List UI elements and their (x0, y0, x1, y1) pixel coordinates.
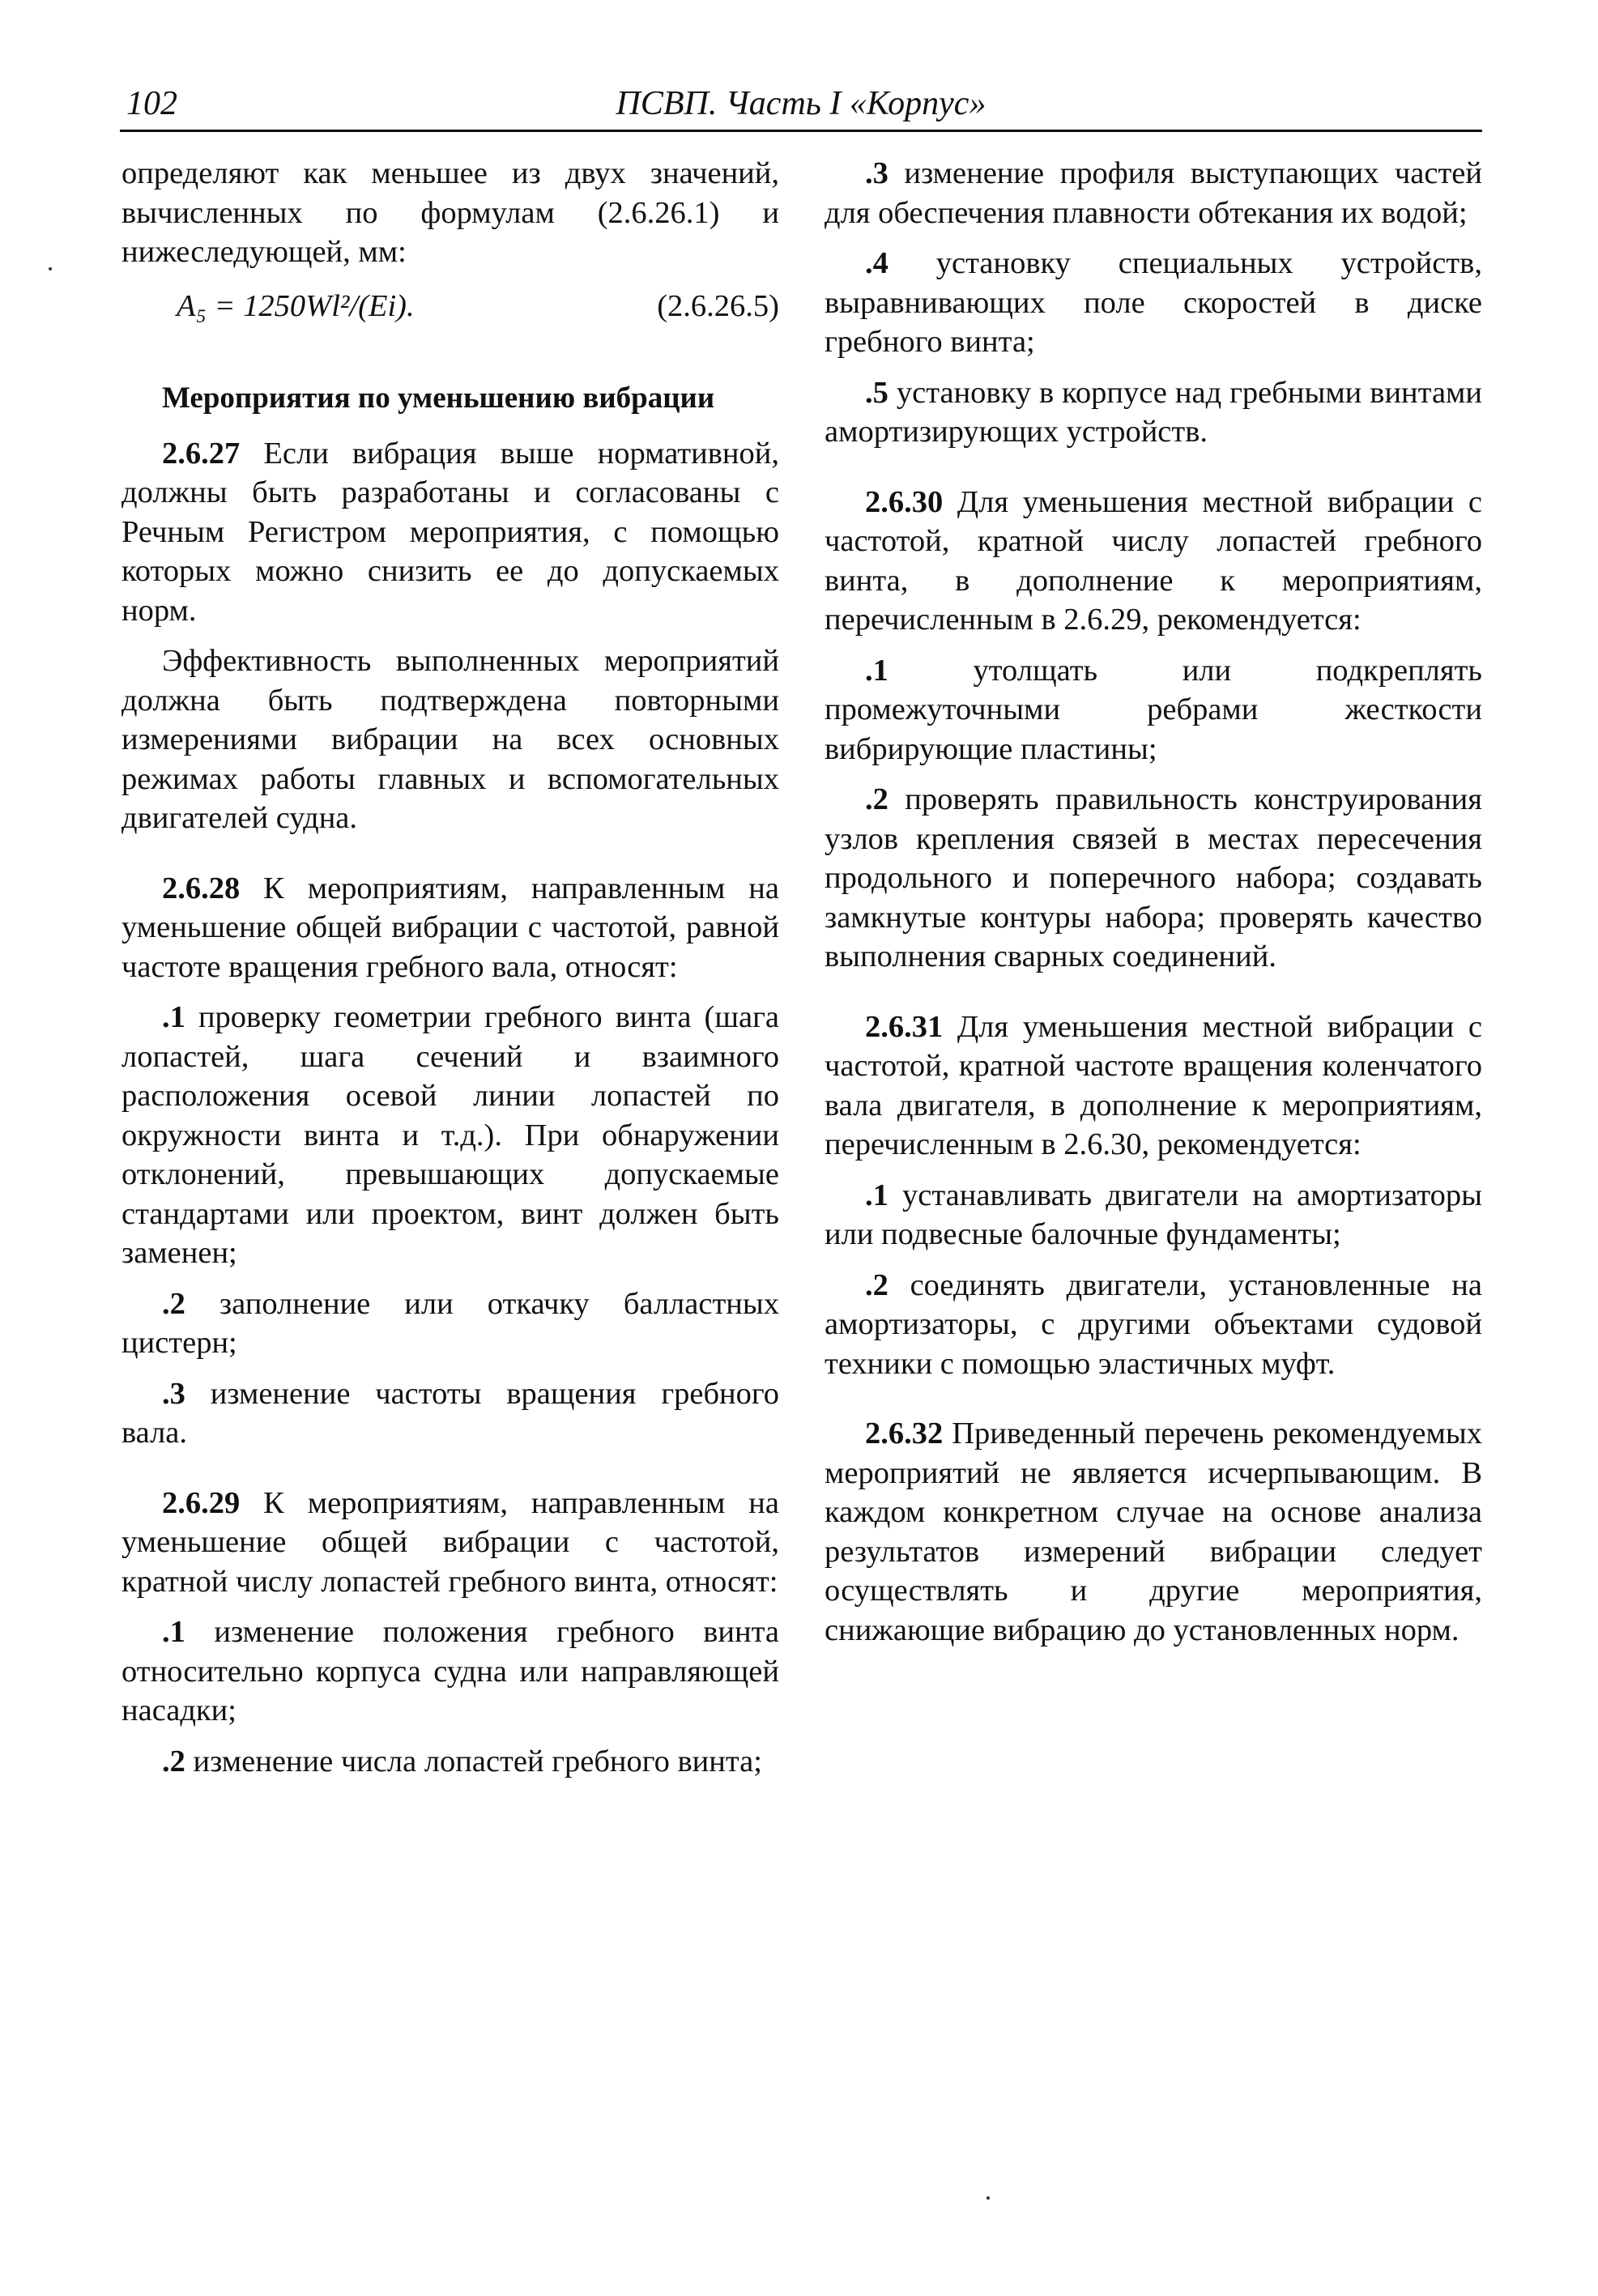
item-number: .4 (865, 246, 888, 280)
intro-paragraph: определяют как меньшее из двух значений, вычисленных по формулам (2.6.26.1) и нижеследующей, мм: (121, 156, 779, 269)
scan-speck (986, 2196, 990, 2200)
paragraph-2-6-29 (121, 1484, 779, 1602)
item-number: .3 (162, 1376, 185, 1411)
item-number: .1 (865, 1178, 888, 1212)
item-text: установку в корпусе над гребными винтами амортизирующих устройств. (825, 375, 1482, 449)
item-text: соединять двигатели, установленные на амортизаторы, с другими объектами судовой техники с помощью эластичных муфт. (825, 1267, 1482, 1381)
clause-number: 2.6.31 (865, 1009, 944, 1044)
list-item-2-6-29-4 (825, 244, 1482, 362)
left-column (121, 154, 779, 1792)
list-item-2-6-31-1 (825, 1176, 1482, 1254)
item-number: .2 (162, 1286, 185, 1321)
list-item-2-6-30-2 (825, 780, 1482, 977)
list-item-2-6-31-2 (825, 1266, 1482, 1384)
clause-number: 2.6.29 (162, 1485, 241, 1520)
item-number: .5 (865, 375, 888, 410)
list-item-2-6-29-5 (825, 373, 1482, 452)
formula-expression: A₅ = 1250Wl²/(Ei). (177, 288, 415, 323)
paragraph-2-6-27 (121, 434, 779, 631)
paragraph-2-6-31 (825, 1007, 1482, 1165)
item-text: утолщать или подкреплять промежуточными ребрами жесткости вибрирующие пластины; (825, 653, 1482, 766)
clause-number: 2.6.30 (865, 484, 944, 519)
clause-number: 2.6.32 (865, 1416, 944, 1450)
clause-number: 2.6.28 (162, 871, 241, 905)
formula-2-6-26-5 (121, 283, 779, 330)
item-number: .1 (865, 653, 888, 688)
paragraph-2-6-32 (825, 1414, 1482, 1650)
list-item-2-6-30-1 (825, 651, 1482, 769)
clause-text: К мероприятиям, направленным на уменьшение общей вибрации с частотой, равной частоте вращения гребного вала, относят: (121, 871, 779, 984)
item-text: изменение частоты вращения гребного вала. (121, 1376, 779, 1450)
scan-speck (49, 267, 52, 270)
page-number: 102 (126, 85, 177, 122)
item-number: .2 (865, 782, 888, 816)
paragraph-2-6-30 (825, 483, 1482, 640)
paragraph-2-6-28 (121, 869, 779, 987)
item-number: .2 (162, 1744, 185, 1778)
formula-number: (2.6.26.5) (657, 288, 779, 323)
list-item-2-6-29-3 (825, 154, 1482, 232)
item-number: .1 (162, 1000, 185, 1034)
item-text: изменение числа лопастей гребного винта; (185, 1744, 762, 1778)
clause-text: Приведенный перечень рекомендуемых мероприятий не является исчерпывающим. В каждом конкретном случае на основе анализа результатов измерений вибрации следует осуществлять и другие мероприятия, снижающие вибрацию до установленных норм. (825, 1416, 1482, 1647)
item-text: заполнение или откачку балластных цистерн; (121, 1286, 779, 1360)
item-number: .1 (162, 1615, 185, 1649)
page-header (120, 79, 1482, 132)
item-text: проверку геометрии гребного винта (шага лопастей, шага сечений и взаимного расположения осевой линии лопастей по окружности винта и т.д.). При обнаружении отклонений, превышающих допускаемые стандартами или проектом, винт должен быть заменен; (121, 1000, 779, 1270)
item-text: изменение профиля выступающих частей для обеспечения плавности обтекания их водой; (825, 156, 1482, 230)
clause-text: Если вибрация выше нормативной, должны быть разработаны и согласованы с Речным Регистром мероприятия, с помощью которых можно снизить ее до допускаемых норм. (121, 436, 779, 628)
item-number: .2 (865, 1267, 888, 1302)
list-item-2-6-28-1 (121, 998, 779, 1273)
clause-number: 2.6.27 (162, 436, 241, 471)
paragraph-effectiveness: Эффективность выполненных мероприятий должна быть подтверждена повторными измерениями вибрации на всех основных режимах работы главных и вспомогательных двигателей судна. (121, 644, 779, 835)
list-item-2-6-29-2 (121, 1742, 779, 1782)
list-item-2-6-29-1 (121, 1612, 779, 1731)
list-item-2-6-28-3 (121, 1374, 779, 1453)
item-text: устанавливать двигатели на амортизаторы или подвесные балочные фундаменты; (825, 1178, 1482, 1251)
clause-text: Для уменьшения местной вибрации с частотой, кратной частоте вращения коленчатого вала двигателя, в дополнение к мероприятиям, перечисленным в 2.6.30, рекомендуется: (825, 1009, 1482, 1161)
item-text: проверять правильность конструирования узлов крепления связей в местах пересечения продольного и поперечного набора; создавать замкнутые контуры набора; проверять качество выполнения сварных соединений. (825, 782, 1482, 973)
section-title: Мероприятия по уменьшению вибрации (162, 381, 715, 415)
list-item-2-6-28-2 (121, 1284, 779, 1363)
running-title: ПСВП. Часть I «Корпус» (616, 85, 986, 122)
item-text: установку специальных устройств, выравнивающих поле скоростей в диске гребного винта; (825, 246, 1482, 359)
right-column (825, 154, 1482, 1661)
item-number: .3 (865, 156, 888, 190)
clause-text: К мероприятиям, направленным на уменьшение общей вибрации с частотой, кратной числу лопастей гребного винта, относят: (121, 1485, 779, 1599)
item-text: изменение положения гребного винта относительно корпуса судна или направляющей насадки; (121, 1615, 779, 1727)
clause-text: Для уменьшения местной вибрации с частотой, кратной числу лопастей гребного винта, в дополнение к мероприятиям, перечисленным в 2.6.29, рекомендуется: (825, 484, 1482, 637)
